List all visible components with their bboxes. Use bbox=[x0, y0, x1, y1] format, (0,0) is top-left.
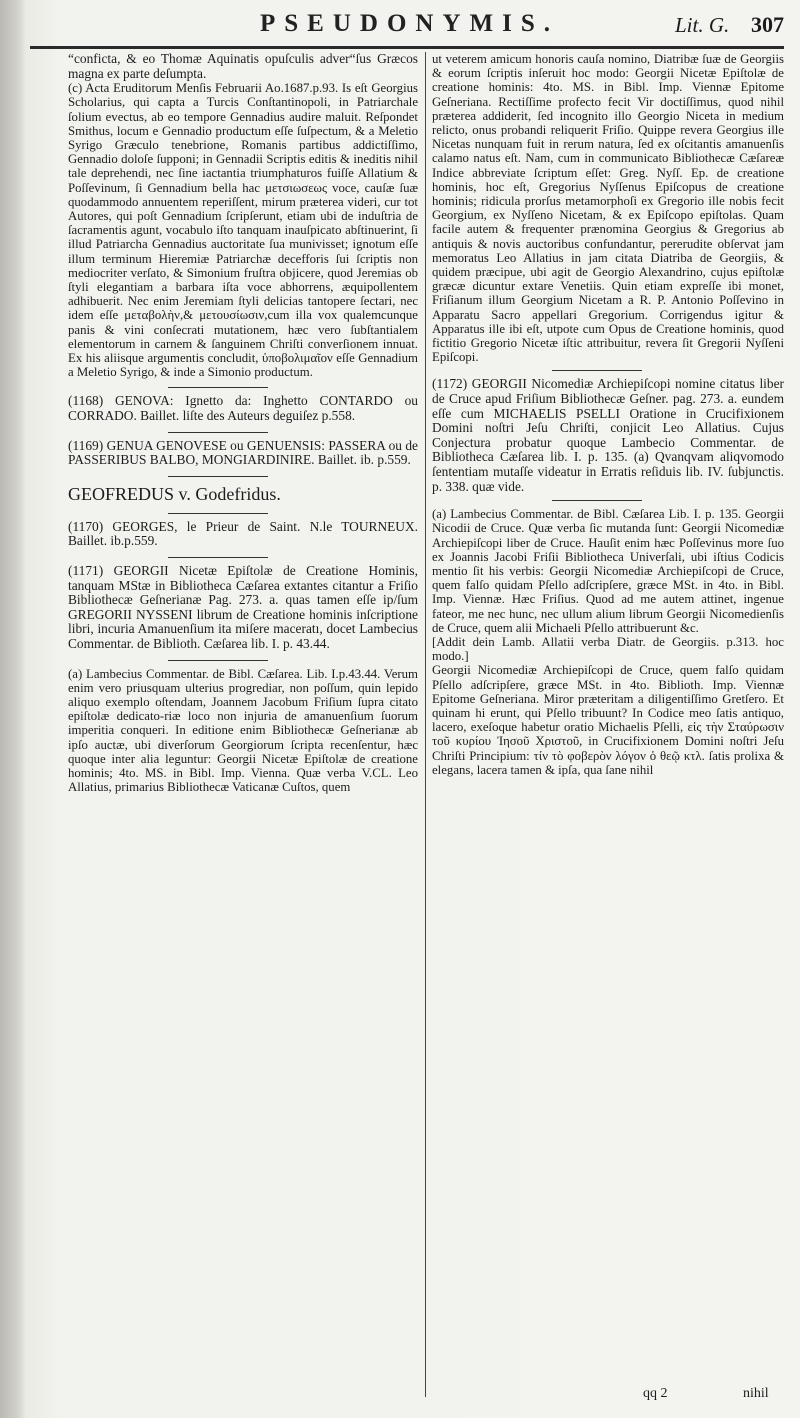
footnote-a-right: (a) Lambecius Commentar. de Bibl. Cæſarea Lib. I. p. 135. Georgii Nicodii de Cruce. Quæ verba ſic mutanda ſunt: Georgii Nicomediæ Archiepiſcopi liber de Cruce. Hauſit enim hæc Poſſevinus more ſuo ex Joannis Jacobi Friſii Bibliotheca Univerſali, ubi iſtius Codicis mentio ſit his verbis: Georgii Nicomediæ Archiepiſcopi de Cruce, quem falſo quidam Pſello adſcripſere, græce MSt. in 4to. in Bibl. Imp. Viennæ. Hæc Friſius. Quod ad me autem attinet, ingenue fateor, me nec hunc, nec ullum alium librum Georgii Nicomedienſis de Cruce, quem alii Michaeli Pſello attribuerunt &c. bbox=[432, 507, 784, 635]
continuation-paragraph-right: ut veterem amicum honoris cauſa nomino, Diatribæ ſuæ de Georgiis & eorum ſcriptis inſeruit hoc modo: Georgii Nicetæ Epiſtolæ de creatione hominis: 4to. MS. in Bibl. Imp. Viennæ Epitome Geſneriana. Rectiſſime profecto fecit Vir doctiſſimus, quod nihil præterea addiderit, ſed incognito illo Georgio Nicetа in medium relicto, onus probandi reliquerit Friſio. Quippe revera Georgius ille Nicetas nunquam fuit in rerum natura, ſed ex oſcitantis amanuenſis calamo natus eſt. Nam, cum in communicato Bibliothecæ Cæſareæ Indice abbreviate ſcriptum eſſet: Greg. Nyſſ. Ep. de creatione hominis, hoc eſt, Gregorius Nyſſenus Epiſcopus de creatione hominis; ridicula prorſus metamorphoſi ex Gregorio ille nobis fecit Georgium, ex Nyſſeno Nicetam, & ex Epiſcopo epiſtolas. Quam facile autem & frequenter prænomina Georgius & Gregorius ab antiquis & novis auctoribus confundantur, pereruditе obſervat jam memoratus Leo Allatius in jam citata Diatriba de Georgiis, & quidem præcipue, ubi agit de Georgio Alexandrino, cujus epiſtolæ græcæ dicuntur extare Venetiis. Quin etiam expreſſe ibi monet, Friſianum illum Georgium Nicetam a R. P. Antonio Poſſevino in Apparatu Sacro appellari Gregorium. Corrigendus igitur & Apparatus ille ibi eſt, utpote cum Opus de Creatione hominis, quod fictitio Gregorio Nicetæ iſtic attribuitur, revera ſit Gregorii Nyſſeni Epiſcopi. bbox=[432, 52, 784, 365]
footnote-c: (c) Acta Eruditorum Menſis Februarii Ao.1687.p.93. Is eſt Georgius Scholarius, qui capta a Turcis Conſtantinopoli, in Patriarchale ſolium evectus, ab eo tempore Gennadius audire maluit. Reſpondet Smithus, locum e Gennadio productum eſſe ſuſpectum, & a Meletio Syrigo Græculo tenebrione, Romanis partibus addictiſſimo, Gennadio doloſe ſupponi; in Gennadii Scriptis editis & ineditis nihil tale deprehendi, nec ſine iactantia triumphaturos fuiſſe Allatium & Poſſevinum, ſi Gennadium bella hac μετσιωσεως voce, cauſæ ſuæ quodammodo annuentem reperiſſent, mirum præterea videri, cur tot Autores, qui poſt Gennadium ſcripſerunt, etiam ubi de induſtria de ſacramentis agunt, vocabulo iſto tanquam inauſpicato abſtinuerint, ſi illud Patriarcha Gennadius auctoritate ſua munivisset; ignotum eſſe illum terminum Hieremiæ Patriarchæ decefforis ſui ſcriptis non mediocriter verſato, & Simonium fruſtra objicere, quod Jeremias ob ſtyli elegantiam a barbara iſta voce abhorrens, æquipollentem adhibuerit. Nec enim Jeremiam ſtyli delicias tantopere ſectari, nec idem eſſe μεταβολὴν,& μετουσίωσιν,cum illa vox qualemcunque panis & vini conſecrati mutationem, hæc vero ſubſtantialem elementorum in carnem & ſanguinem Chriſti converſionem innuat. Ex his aliisque argumentis concludit, ὑποβολιμαῖον eſſe Gennadium a Meletio Syrigo, & inde a Simonio productum. bbox=[68, 81, 418, 380]
page-header bbox=[30, 6, 786, 48]
divider bbox=[168, 513, 268, 514]
divider bbox=[168, 387, 268, 388]
divider bbox=[168, 557, 268, 558]
section-heading: GEOFREDUS v. Godefridus. bbox=[68, 483, 281, 504]
page-number: 307 bbox=[751, 12, 784, 37]
divider bbox=[168, 432, 268, 433]
bracket-note: [Addit dein Lamb. Allatii verba Diatr. de Georgiis. p.313. hoc modo.] bbox=[432, 635, 784, 664]
entry-1169: (1169) GENUA GENOVESE ou GENUENSIS: PASSERA ou de PASSERIBUS BALBO, MONGIARDINIRE. Baillet. ib. p.559. bbox=[68, 437, 418, 468]
left-column bbox=[68, 52, 418, 794]
header-rule bbox=[30, 46, 784, 49]
continuation-paragraph: “confictа, & eo Thomæ Aquinatis opuſculis adver“ſus Græcos magna ex parte deſumpta. bbox=[68, 51, 418, 81]
entry-1172: (1172) GEORGII Nicomediæ Archiepiſcopi nomine citatus liber de Cruce apud Friſium Bibliothecæ Geſner. pag. 273. a. eundem eſſe cum MICHAELIS PSELLI Oratione in Crucifixionem Domini noſtri Jeſu Chriſti, conjicit Leo Allatius. Cujus Conjectura probatur quoque Lambecio Commentar. de Bibliotheca Cæſarea lib. I. p. 135. (a) Qvanqvam aliqvomodo ſententiam mutaſſe videatur in Erratis reſiduis lib. IV. ſubjunctis. p. 338. quæ vide. bbox=[432, 376, 784, 494]
right-column bbox=[432, 52, 784, 777]
divider bbox=[168, 660, 268, 661]
column-divider bbox=[425, 52, 426, 1397]
book-binding-shadow bbox=[0, 0, 26, 1418]
entry-1170: (1170) GEORGES, le Prieur de Saint. N.le TOURNEUX. Baillet. ib.p.559. bbox=[68, 518, 418, 549]
entry-1171: (1171) GEORGII Nicetæ Epiſtolæ de Creatione Hominis, tanquam MStæ in Bibliotheca Cæſarea extantes citantur a Friſio Bibliothecæ Geſnerianæ Pag. 273. a. quas tamen eſſe ip/ſum GREGORII NYSSENI librum de Creatione hominis inſcriptione libri, incuria Amanuenſium ita miſere maceratı, docet Lambecius Commentar. de Biblioth. Cæſarea lib. I. p. 43.44. bbox=[68, 563, 418, 651]
divider bbox=[168, 476, 268, 477]
divider bbox=[552, 370, 642, 371]
footnote-a-left: (a) Lambecius Commentar. de Bibl. Cæſarea. Lib. I.p.43.44. Verum enim vero priusquam ulterius progrediar, non poſſum, quin lepido aliquo exemplo oſtendam, Joannem Jacobum Friſium ſupra citato epiſtolæ dedicato-riæ loco non injuria de amanuenſium ſuorum imperitia conqueri. In editione enim Bibliothecæ Geſnerianæ ab ipſo auctæ, ubi diverſorum Georgiorum ſcripta recenſentur, hæc quoque inter alia leguntur: Georgii Nicetæ Epiſtolæ de creatione hominis; 4to. MS. in Bibl. Imp. Vienna. Quæ verba V.CL. Leo Allatius, primarius Bibliothecæ Vaticanæ Cuſtos, quem bbox=[68, 666, 418, 795]
signature-mark: qq 2 bbox=[643, 1386, 668, 1401]
divider bbox=[552, 500, 642, 501]
running-head-subtitle: Lit. G. bbox=[675, 13, 730, 37]
catchword: nihil bbox=[743, 1386, 769, 1401]
entry-1168: (1168) GENOVA: Ignetto da: Inghetto CONTARDO ou CORRADO. Baillet. liſte des Auteurs deguiſez p.558. bbox=[68, 393, 418, 424]
allatius-quote: Georgii Nicomediæ Archiepiſcopi de Cruce, quem falſo quidam Pſello adſcripſere, græce MSt. in 4to. Biblioth. Imp. Viennæ Epitome Geſneriana. Miror præteritam a diligentiſſimo Gretſero. Et quinam hi erunt, qui Pſello tribuunt? In Codice meo ſatis antiquo, lacero, exeſoque habetur oratio Michaelis Pſelli, εἰς τὴν Σταύρωσιν τοῦ κυρίου Ἰησοῦ Χριστοῦ, in Crucifixionem Domini noſtri Jeſu Chriſti Principium: τίν τὸ φοβερὸν λόγον ὁ θεῷ κτλ. ſatis prolixa & elegans, lacera tamen & ipſa, qua ſane nihil bbox=[432, 663, 784, 777]
running-head: PSEUDONYMIS. bbox=[260, 10, 559, 37]
